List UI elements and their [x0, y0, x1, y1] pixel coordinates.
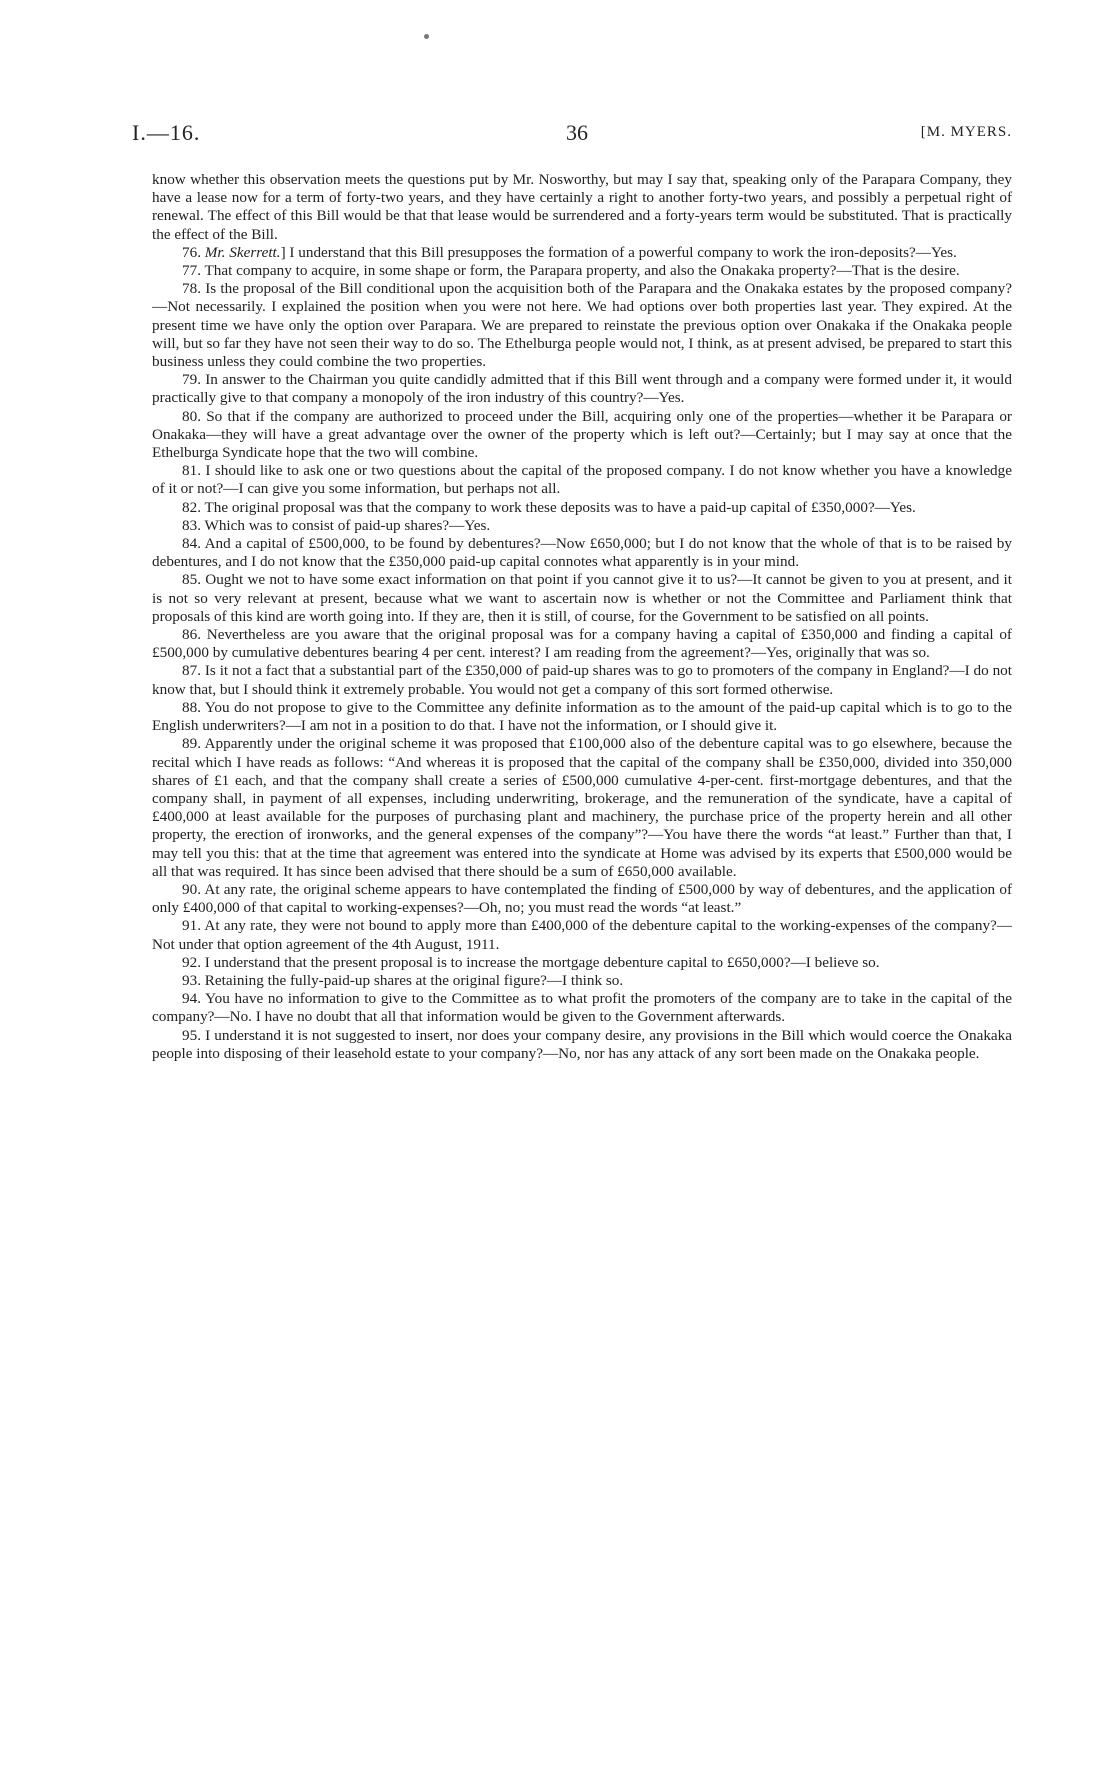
- paragraph: 93. Retaining the fully-paid-up shares at the original figure?—I think so.: [182, 971, 624, 989]
- paragraph: 90. At any rate, the original scheme appears to have contemplated the finding of £500,000 by way of debentures, and the application of only £400,000 of that capital to working-expenses?—Oh, no; you must read the words “at least.”: [152, 880, 1012, 917]
- page-header: [132, 120, 1012, 150]
- paragraph: 87. Is it not a fact that a substantial part of the £350,000 of paid-up shares was to go to promoters of the company in England?—I do not know that, but I should think it extremely probable. You would not get a company of this sort formed otherwise.: [152, 662, 1012, 698]
- paragraph: 83. Which was to consist of paid-up shares?—Yes.: [182, 516, 491, 534]
- paragraph: 84. And a capital of £500,000, to be found by debentures?—Now £650,000; but I do not know that the whole of that is to be raised by debentures, and I do not know that the £350,000 paid-up capital connotes what apparently is in your mind.: [152, 535, 1012, 571]
- paragraph: 82. The original proposal was that the company to work these deposits was to have a paid-up capital of £350,000?—Yes.: [182, 498, 916, 516]
- print-speck: [424, 34, 429, 39]
- witness-name: [M. MYERS.: [920, 124, 1012, 140]
- paragraph-text: ] I understand that this Bill presupposes the formation of a powerful company to work the iron-deposits?—Yes.: [280, 243, 957, 261]
- page-number: 36: [566, 120, 588, 145]
- paragraph: 95. I understand it is not suggested to insert, nor does your company desire, any provisions in the Bill which would coerce the Onakaka people into disposing of their leasehold estate to your company?—No, nor has any attack of any sort been made on the Onakaka people.: [152, 1026, 1012, 1062]
- paragraph: 81. I should like to ask one or two questions about the capital of the proposed company. I do not know whether you have a knowledge of it or not?—I can give you some information, but perhaps not all.: [152, 462, 1012, 498]
- paragraph: 94. You have no information to give to the Committee as to what profit the promoters of the company are to take in the capital of the company?—No. I have no doubt that all that information would be given to the Government afterwards.: [152, 990, 1012, 1026]
- speaker-name: Mr. Skerrett.: [204, 243, 281, 261]
- paragraph: 77. That company to acquire, in some shape or form, the Parapara property, and also the Onakaka property?—That is the desire.: [182, 262, 960, 280]
- paragraph: 80. So that if the company are authorized to proceed under the Bill, acquiring only one of the properties—whether it be Parapara or Onakaka—they will have a great advantage over the owner of the property which is left out?—Certainly; but I may say at once that the Ethelburga Syndicate hope that the two will combine.: [152, 407, 1012, 462]
- paragraph: know whether this observation meets the questions put by Mr. Nosworthy, but may I say that, speaking only of the Parapara Company, they have a lease now for a term of forty-two years, and they have certainly a right to another forty-two years, and possibly a perpetual right of renewal. The effect of this Bill would be that that lease would be surrendered and a forty-years term would be substituted. That is practically the effect of the Bill.: [152, 171, 1012, 243]
- paragraph: 79. In answer to the Chairman you quite candidly admitted that if this Bill went through and a company were formed under it, it would practically give to that company a monopoly of the iron industry of this country?—Yes.: [152, 371, 1012, 407]
- paragraph: 85. Ought we not to have some exact information on that point if you cannot give it to us?—It cannot be given to you at present, and it is not so very relevant at present, because what we want to ascertain now is whether or not the Committee and Parliament think that proposals of this kind are worth going into. If they are, then it is still, of course, for the Government to be satisfied on all points.: [152, 571, 1012, 625]
- body-text: [152, 171, 1012, 1063]
- paragraph: 92. I understand that the present proposal is to increase the mortgage debenture capital to £650,000?—I believe so.: [182, 953, 880, 971]
- document-reference: I.—16.: [132, 120, 201, 145]
- paragraph-number: 76.: [182, 243, 205, 261]
- paragraph: 91. At any rate, they were not bound to apply more than £400,000 of the debenture capital to the working-expenses of the company?—Not under that option agreement of the 4th August, 1911.: [152, 917, 1012, 953]
- paragraph: 78. Is the proposal of the Bill conditional upon the acquisition both of the Parapara and the Onakaka estates by the proposed company?—Not necessarily. I explained the position when you were not here. We had options over both properties last year. They expired. At the present time we have only the option over Parapara. We are prepared to reinstate the previous option over Onakaka if the Onakaka people will, but so far they have not seen their way to do so. The Ethelburga people would not, I think, as at present advised, be prepared to start this business unless they could combine the two properties.: [152, 280, 1012, 371]
- paragraph: 86. Nevertheless are you aware that the original proposal was for a company having a capital of £350,000 and finding a capital of £500,000 by cumulative debentures bearing 4 per cent. interest? I am reading from the agreement?—Yes, originally that was so.: [152, 626, 1012, 662]
- paragraph: [152, 244, 1012, 262]
- paragraph: 88. You do not propose to give to the Committee any definite information as to the amount of the paid-up capital which is to go to the English underwriters?—I am not in a position to do that. I have not the information, or I should give it.: [152, 698, 1012, 735]
- paragraph: 89. Apparently under the original scheme it was proposed that £100,000 also of the debenture capital was to go elsewhere, because the recital which I have reads as follows: “And whereas it is proposed that the capital of the company shall be £350,000, divided into 350,000 shares of £1 each, and that the company shall create a series of £500,000 cumulative 4-per-cent. first-mortgage debentures, and that the company shall, in payment of all expenses, including underwriting, brokerage, and the remuneration of the syndicate, have a capital of £400,000 at least available for the purposes of purchasing plant and machinery, the purchase price of the property herein and all other property, the erection of ironworks, and the general expenses of the company”?—You have there the words “at least.” Further than that, I may tell you this: that at the time that agreement was entered into the syndicate at Home was advised by its experts that £500,000 would be all that was required. It has since been advised that there should be a sum of £650,000 available.: [152, 735, 1012, 880]
